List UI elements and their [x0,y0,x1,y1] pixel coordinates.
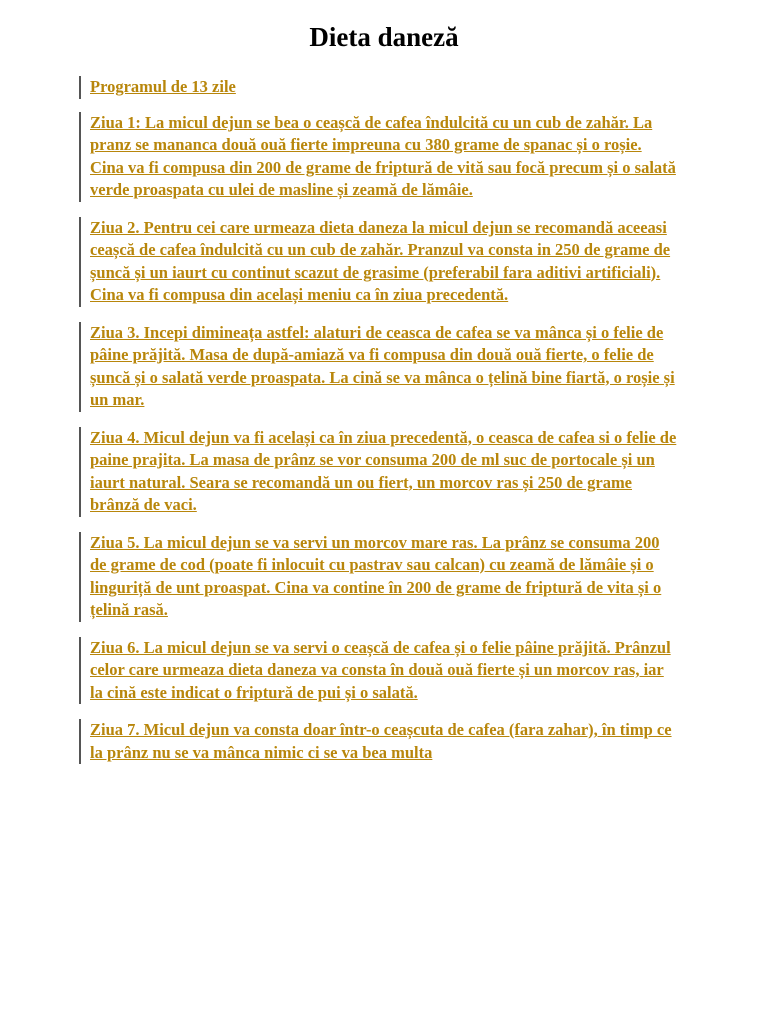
day-6-link[interactable]: Ziua 6. La micul dejun se va servi o ceașcă de cafea și o felie pâine prăjită. Prânzul celor care urmeaza dieta daneza va consta în două ouă fierte și un morcov ras, iar la cină este indicat o friptură de pui și o salată. [90,637,671,702]
day-1-link[interactable]: Ziua 1: La micul dejun se bea o ceașcă de cafea îndulcită cu un cub de zahăr. La pranz se mananca două ouă fierte impreuna cu 380 grame de spanac și o roșie. Cina va fi compusa din 200 de grame de friptură de vită sau focă precum și o salată verde proaspata cu ulei de masline și zeamă de lămâie. [90,112,676,199]
day-2-link[interactable]: Ziua 2. Pentru cei care urmeaza dieta daneza la micul dejun se recomandă aceeasi ceașcă de cafea îndulcită cu un cub de zahăr. Pranzul va consta in 250 de grame de șuncă și un iaurt cu continut scazut de grasime (preferabil fara aditivi artificiali). Cina va fi compusa din același meniu ca în ziua precedentă. [90,217,671,304]
program-heading [79,76,679,99]
day-6-paragraph [79,637,679,705]
day-5-paragraph [79,532,679,622]
day-4-link[interactable]: Ziua 4. Micul dejun va fi același ca în ziua precedentă, o ceasca de cafea si o felie de paine prajita. La masa de prânz se vor consuma 200 de ml suc de portocale și un iaurt natural. Seara se recomandă un ou fiert, un morcov ras și 250 de grame brânză de vaci. [90,427,677,514]
day-2-paragraph [79,217,679,307]
day-4-paragraph [79,427,679,517]
day-7-paragraph [79,719,679,764]
day-7-link[interactable]: Ziua 7. Micul dejun va consta doar într-o ceașcuta de cafea (fara zahar), în timp ce la prânz nu se va mânca nimic ci se va bea multa [90,720,672,762]
document-body [79,76,679,779]
program-heading-link[interactable]: Programul de 13 zile [90,77,236,96]
day-3-link[interactable]: Ziua 3. Incepi dimineața astfel: alaturi de ceasca de cafea se va mânca și o felie de pâine prăjită. Masa de după-amiază va fi compusa din două ouă fierte, o felie de șuncă și o salată verde proaspata. La cină se va mânca o țelină bine fiartă, o roșie și un mar. [90,322,675,409]
day-1-paragraph [79,112,679,202]
day-5-link[interactable]: Ziua 5. La micul dejun se va servi un morcov mare ras. La prânz se consuma 200 de grame de cod (poate fi inlocuit cu pastrav sau calcan) cu zeamă de lămâie și o linguriță de unt proaspat. Cina va contine în 200 de grame de friptură de vita și o țelină rasă. [90,532,662,619]
page-title: Dieta daneză [309,22,459,52]
day-3-paragraph [79,322,679,412]
